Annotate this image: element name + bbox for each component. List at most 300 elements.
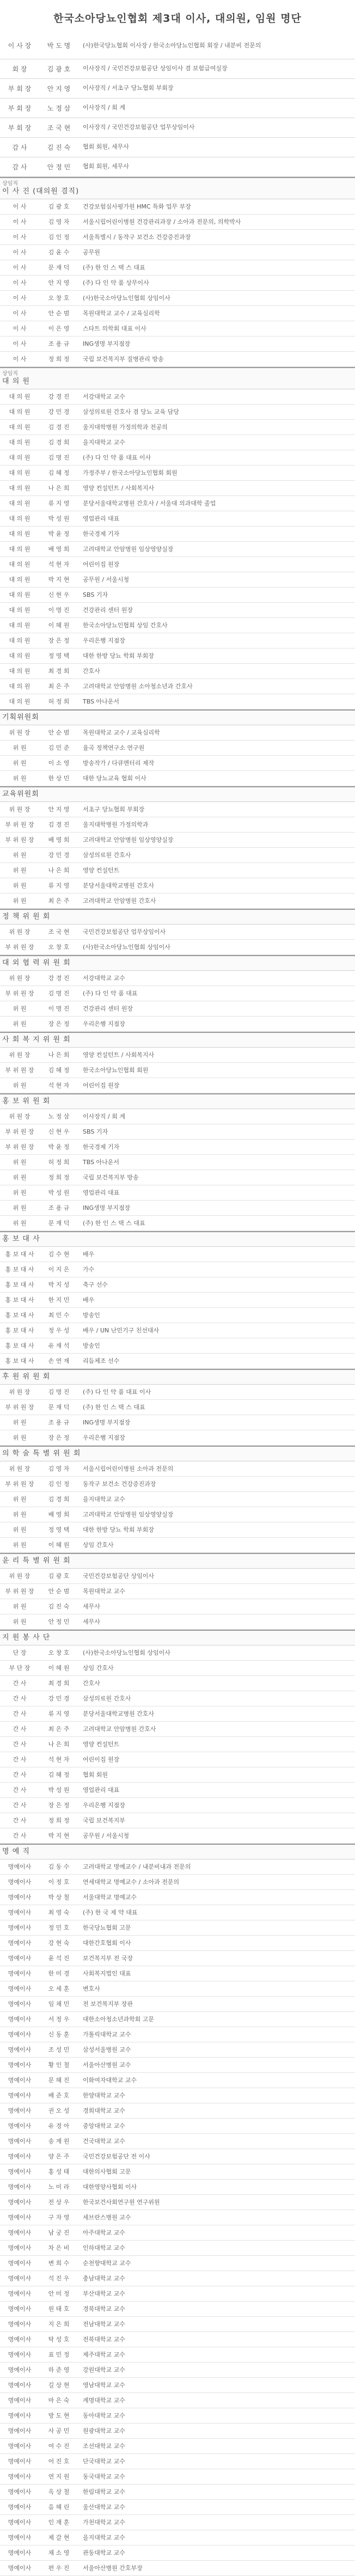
member-title: 명예이사 xyxy=(8,2229,32,2236)
member-row xyxy=(0,352,355,367)
member-affiliation: 분당서울대학교병원 간호사 xyxy=(83,1710,155,1717)
member-affiliation: 건강관리 센터 원장 xyxy=(83,1005,133,1012)
member-name: 유 재 석 xyxy=(48,1342,70,1349)
member-title: 간 사 xyxy=(13,1726,27,1733)
member-row xyxy=(0,1722,355,1737)
member-name: 여 수 진 xyxy=(48,2443,70,2450)
member-title: 명예이사 xyxy=(8,2321,32,2328)
section-title: 교육위원회 xyxy=(2,790,39,798)
member-row xyxy=(0,725,355,741)
member-name: 조 용 규 xyxy=(48,1419,70,1426)
member-row xyxy=(0,694,355,709)
member-title: 이 사 xyxy=(13,234,27,241)
member-name: 강 민 경 xyxy=(48,1695,70,1702)
member-name: 김 경 희 xyxy=(48,1496,70,1503)
member-title: 대 의 원 xyxy=(9,591,30,598)
member-name: 하 준 영 xyxy=(48,2366,70,2373)
member-row xyxy=(0,2012,355,2027)
member-row xyxy=(0,940,355,955)
section-title: 이 사 진 (대의원 겸직) xyxy=(2,187,79,195)
member-title: 대 의 원 xyxy=(9,698,30,705)
member-row xyxy=(0,1507,355,1522)
section xyxy=(0,955,355,1032)
leadership-row xyxy=(0,33,355,59)
member-affiliation: 서울특별시 / 동작구 보건소 건강증진과장 xyxy=(83,234,191,241)
member-row xyxy=(0,2042,355,2058)
member-title: 대 의 원 xyxy=(9,576,30,583)
member-title: 명예이사 xyxy=(8,2244,32,2251)
member-title: 위 원 xyxy=(13,1005,27,1012)
member-affiliation: 단국대학교 교수 xyxy=(83,2458,125,2465)
member-title: 부 위 원 장 xyxy=(5,1404,34,1411)
member-affiliation: 삼성의료원 간호사 xyxy=(83,1695,131,1702)
member-title: 위 원 장 xyxy=(9,975,30,982)
member-row xyxy=(0,572,355,588)
member-row xyxy=(0,771,355,786)
section-title: 홍 보 위 원 회 xyxy=(2,1097,51,1105)
member-row xyxy=(0,557,355,572)
member-name: 조 용 규 xyxy=(48,340,70,347)
member-row xyxy=(0,1048,355,1063)
member-title: 위 원 xyxy=(13,1541,27,1549)
member-name: 허 정 희 xyxy=(48,1159,70,1166)
member-row xyxy=(0,1155,355,1170)
member-name: 이 명 진 xyxy=(48,607,70,614)
member-affiliation: 한국경제 기자 xyxy=(83,530,120,537)
member-affiliation: 전남대학교 교수 xyxy=(83,2321,125,2328)
member-affiliation: 충남대학교 교수 xyxy=(83,2275,125,2282)
member-affiliation: (주) 한 국 제 약 대표 xyxy=(83,1909,138,1916)
member-row xyxy=(0,2515,355,2530)
member-affiliation: 협회 회원 xyxy=(83,1771,108,1778)
member-row xyxy=(0,1293,355,1308)
member-row xyxy=(0,1737,355,1752)
member-title: 홍 보 대 사 xyxy=(5,1266,34,1273)
leadership-affiliation: 협회 회원, 세무사 xyxy=(78,137,355,157)
member-affiliation: 공무원 xyxy=(83,249,100,256)
member-name: 음 혜 린 xyxy=(48,2504,70,2511)
member-title: 부 위 원 장 xyxy=(5,1143,34,1151)
member-name: 김 광 호 xyxy=(48,203,70,210)
member-title: 부 위 원 장 xyxy=(5,1588,34,1595)
member-name: 김 진 숙 xyxy=(48,1603,70,1610)
member-affiliation: 원광대학교 교수 xyxy=(83,2427,125,2434)
member-name: 이 명 진 xyxy=(48,1005,70,1012)
member-name: 김 윤 수 xyxy=(48,249,70,256)
member-affiliation: 건국대학교 교수 xyxy=(83,2138,125,2145)
member-title: 대 의 원 xyxy=(9,668,30,675)
member-affiliation: 제주대학교 교수 xyxy=(83,2351,125,2358)
member-affiliation: 국립 보건복지부 질병관리 방송 xyxy=(83,356,164,363)
member-row xyxy=(0,291,355,306)
member-row xyxy=(0,1981,355,1997)
member-affiliation: 아주대학교 교수 xyxy=(83,2229,125,2236)
member-name: 안 지 영 xyxy=(48,806,70,813)
leadership-affiliation: 이사장직 / 회 계 xyxy=(78,98,355,118)
member-affiliation: 배우 xyxy=(83,1296,95,1304)
member-affiliation: 이사장직 / 회 계 xyxy=(83,1113,125,1120)
member-affiliation: 부산대학교 교수 xyxy=(83,2290,125,2297)
member-name: 박 윤 정 xyxy=(48,1143,70,1151)
member-row xyxy=(0,1783,355,1798)
member-name: 손 연 재 xyxy=(48,1357,70,1365)
member-title: 간 사 xyxy=(13,1741,27,1748)
member-affiliation: 서울아산병원 교수 xyxy=(83,2061,131,2069)
member-affiliation: 보건복지부 전 국장 xyxy=(83,1955,133,1962)
member-title: 홍 보 대 사 xyxy=(5,1312,34,1319)
member-affiliation: 서울대학교 명예교수 xyxy=(83,1894,137,1901)
member-title: 대 의 원 xyxy=(9,652,30,659)
leadership-row xyxy=(0,137,355,157)
member-row xyxy=(0,2408,355,2424)
document-title: 한국소아당뇨인협회 제3대 이사, 대의원, 임원 명단 xyxy=(53,13,302,25)
member-affiliation: 영업관리 대표 xyxy=(83,1189,120,1196)
member-affiliation: SBS 기자 xyxy=(83,1128,108,1135)
member-name: 한 미 경 xyxy=(48,1970,70,1977)
leadership-title: 부 회 장 xyxy=(0,78,39,98)
member-affiliation: (사)한국소아당뇨인협회 상임이사 xyxy=(83,944,170,951)
member-title: 명예이사 xyxy=(8,2473,32,2480)
section xyxy=(0,177,355,367)
member-affiliation: 을지대학교 교수 xyxy=(83,439,125,446)
member-title: 위 원 xyxy=(13,744,27,751)
leadership-title: 부 회 장 xyxy=(0,98,39,118)
member-name: 이 소 영 xyxy=(48,760,70,767)
member-row xyxy=(0,618,355,633)
section xyxy=(0,786,355,909)
member-row xyxy=(0,1477,355,1492)
member-row xyxy=(0,1859,355,1875)
member-name: 김 혜 정 xyxy=(48,1067,70,1074)
member-row xyxy=(0,1813,355,1828)
member-title: 명예이사 xyxy=(8,1970,32,1977)
member-row xyxy=(0,1522,355,1538)
member-name: 배 영 희 xyxy=(48,836,70,843)
member-title: 명예이사 xyxy=(8,1924,32,1931)
member-name: 박 지 현 xyxy=(48,1832,70,1839)
member-row xyxy=(0,2027,355,2042)
member-name: 석 현 자 xyxy=(48,561,70,568)
section-title: 의 학 술 특 별 위 원 회 xyxy=(2,1449,81,1458)
member-title: 명예이사 xyxy=(8,1909,32,1916)
member-affiliation: 이화여자대학교 교수 xyxy=(83,2077,137,2084)
member-title: 대 의 원 xyxy=(9,408,30,415)
member-name: 석 현 자 xyxy=(48,1082,70,1089)
member-name: 변 희 수 xyxy=(48,2260,70,2267)
member-name: 오 세 훈 xyxy=(48,1985,70,1992)
member-title: 위 원 xyxy=(13,1082,27,1089)
section xyxy=(0,1446,355,1553)
member-name: 원 태 호 xyxy=(48,2305,70,2312)
member-title: 이 사 xyxy=(13,310,27,317)
section-header xyxy=(0,1446,355,1461)
member-affiliation: 국민건강보험공단 업무상임이사 xyxy=(83,928,166,935)
member-name: 최 은 주 xyxy=(48,1726,70,1733)
section-header xyxy=(0,709,355,725)
member-row xyxy=(0,336,355,352)
member-row xyxy=(0,1017,355,1032)
member-row xyxy=(0,1951,355,1966)
member-name: 정 희 정 xyxy=(48,356,70,363)
member-title: 명예이사 xyxy=(8,2092,32,2099)
member-affiliation: 고려대학교 안암병원 간호사 xyxy=(83,1726,156,1733)
member-row xyxy=(0,1614,355,1630)
member-name: 이 은 영 xyxy=(48,325,70,332)
member-name: 제 갈 현 xyxy=(48,2534,70,2541)
member-title: 명예이사 xyxy=(8,2488,32,2495)
member-row xyxy=(0,1430,355,1446)
member-row xyxy=(0,1063,355,1078)
member-title: 위 원 장 xyxy=(9,928,30,935)
member-name: 정 희 정 xyxy=(48,1817,70,1824)
member-title: 간 사 xyxy=(13,1695,27,1702)
member-row xyxy=(0,1538,355,1553)
member-affiliation: 가톨릭대학교 교수 xyxy=(83,2031,131,2038)
member-title: 대 의 원 xyxy=(9,622,30,629)
member-row xyxy=(0,802,355,817)
member-title: 명예이사 xyxy=(8,2443,32,2450)
member-affiliation: 율곡 정책연구소 연구원 xyxy=(83,744,145,751)
member-name: 배 영 희 xyxy=(48,1511,70,1518)
member-name: 류 지 영 xyxy=(48,500,70,507)
member-row xyxy=(0,1170,355,1185)
member-row xyxy=(0,878,355,894)
leadership-name: 김 광 호 xyxy=(39,59,78,78)
member-name: 나 은 희 xyxy=(48,1741,70,1748)
section-title: 대 의 원 xyxy=(2,377,30,386)
member-row xyxy=(0,1905,355,1920)
member-row xyxy=(0,306,355,321)
member-name: 김 영 자 xyxy=(48,218,70,225)
member-title: 이 사 xyxy=(13,279,27,286)
member-affiliation: 한국경제 기자 xyxy=(83,1143,120,1151)
member-name: 임 채 민 xyxy=(48,2000,70,2008)
section-subtitle: 상임직 xyxy=(2,370,18,377)
member-title: 위 원 장 xyxy=(9,1572,30,1580)
member-name: 김 광 호 xyxy=(48,1572,70,1580)
member-title: 위 원 xyxy=(13,1204,27,1211)
member-name: 인 재 훈 xyxy=(48,2519,70,2526)
member-name: 최 경 희 xyxy=(48,668,70,675)
member-row xyxy=(0,648,355,664)
member-row xyxy=(0,2134,355,2149)
member-name: 박 상 철 xyxy=(48,1894,70,1901)
member-row xyxy=(0,2103,355,2119)
member-name: 김 명 진 xyxy=(48,454,70,461)
member-affiliation: 건강관리 센터 원장 xyxy=(83,607,133,614)
leadership-title: 회 장 xyxy=(0,59,39,78)
section xyxy=(0,1231,355,1369)
member-row xyxy=(0,894,355,909)
member-name: 김 경 진 xyxy=(48,424,70,431)
member-title: 부 위 원 장 xyxy=(5,821,34,828)
member-affiliation: 한림대학교 교수 xyxy=(83,2488,125,2495)
member-title: 명예이사 xyxy=(8,1894,32,1901)
member-name: 강 현 숙 xyxy=(48,1939,70,1947)
section-title: 홍 보 대 사 xyxy=(2,1234,40,1243)
member-row xyxy=(0,2393,355,2408)
member-row xyxy=(0,1584,355,1599)
member-affiliation: 고려대학교 안암병원 임상영양실장 xyxy=(83,546,174,553)
member-row xyxy=(0,496,355,511)
member-title: 위 원 xyxy=(13,1434,27,1441)
member-affiliation: 경희대학교 교수 xyxy=(83,2107,125,2114)
member-row xyxy=(0,2241,355,2256)
member-name: 양 은 주 xyxy=(48,2153,70,2160)
member-title: 명예이사 xyxy=(8,2427,32,2434)
member-name: 노 미 라 xyxy=(48,2183,70,2190)
member-title: 명예이사 xyxy=(8,1939,32,1947)
member-title: 이 사 xyxy=(13,203,27,210)
leadership-title: 감 사 xyxy=(0,137,39,157)
section-header xyxy=(0,1032,355,1048)
member-title: 위 원 장 xyxy=(9,729,30,736)
member-affiliation: 영업관리 대표 xyxy=(83,515,120,522)
section-header xyxy=(0,1630,355,1645)
member-affiliation: 간호사 xyxy=(83,668,100,675)
member-affiliation: 고려대학교 안암병원 간호사 xyxy=(83,897,156,904)
member-name: 노 정 삼 xyxy=(48,1113,70,1120)
member-title: 명예이사 xyxy=(8,2565,32,2572)
member-title: 명예이사 xyxy=(8,2275,32,2282)
member-title: 명예이사 xyxy=(8,2214,32,2221)
member-row xyxy=(0,1752,355,1767)
member-title: 명예이사 xyxy=(8,2122,32,2130)
member-title: 명예이사 xyxy=(8,1863,32,1870)
member-name: 김 인 정 xyxy=(48,234,70,241)
member-name: 장 은 정 xyxy=(48,1434,70,1441)
member-row xyxy=(0,542,355,557)
member-name: 박 윤 정 xyxy=(48,530,70,537)
member-name: 나 은 희 xyxy=(48,867,70,874)
member-row xyxy=(0,2180,355,2195)
member-title: 위 원 xyxy=(13,1174,27,1181)
member-title: 간 사 xyxy=(13,1771,27,1778)
member-row xyxy=(0,2286,355,2302)
member-row xyxy=(0,2073,355,2088)
member-title: 명예이사 xyxy=(8,2534,32,2541)
member-name: 신 현 우 xyxy=(48,1128,70,1135)
member-affiliation: 우리은행 지점장 xyxy=(83,1434,125,1441)
member-title: 위 원 xyxy=(13,882,27,889)
member-affiliation: 한국소아당뇨인협회 상임 간호사 xyxy=(83,622,168,629)
section-title: 기획위원회 xyxy=(2,713,39,721)
member-title: 명예이사 xyxy=(8,1985,32,1992)
member-title: 대 의 원 xyxy=(9,500,30,507)
member-name: 박 지 현 xyxy=(48,576,70,583)
member-row xyxy=(0,481,355,496)
member-name: 김 혜 정 xyxy=(48,469,70,476)
member-title: 명예이사 xyxy=(8,2351,32,2358)
member-name: 구 자 영 xyxy=(48,2214,70,2221)
member-name: 장 은 정 xyxy=(48,1020,70,1027)
member-name: 표 민 정 xyxy=(48,2351,70,2358)
member-title: 명예이사 xyxy=(8,2549,32,2556)
member-name: 탁 성 호 xyxy=(48,2336,70,2343)
member-row xyxy=(0,2439,355,2454)
member-name: 배 준 호 xyxy=(48,2092,70,2099)
member-row xyxy=(0,986,355,1001)
member-affiliation: 목원대학교 교수 / 교육심리학 xyxy=(83,310,160,317)
member-title: 대 의 원 xyxy=(9,439,30,446)
section-title: 사 회 복 지 위 원 회 xyxy=(2,1035,71,1044)
member-affiliation: 서강대학교 교수 xyxy=(83,975,125,982)
member-row xyxy=(0,2225,355,2241)
member-title: 부 위 원 장 xyxy=(5,1067,34,1074)
member-row xyxy=(0,2164,355,2180)
leadership-title: 이 사 장 xyxy=(0,33,39,59)
member-affiliation: 을지대학교 교수 xyxy=(83,1496,125,1503)
member-affiliation: 대한의사협회 고문 xyxy=(83,2168,131,2175)
member-title: 부 위 원 장 xyxy=(5,836,34,843)
member-name: 마 은 숙 xyxy=(48,2397,70,2404)
section-header xyxy=(0,177,355,199)
section-subtitle: 상임직 xyxy=(2,180,18,187)
member-row xyxy=(0,679,355,694)
member-name: 조 용 규 xyxy=(48,1204,70,1211)
member-row xyxy=(0,2485,355,2500)
member-row xyxy=(0,2546,355,2561)
member-title: 부 위 원 장 xyxy=(5,1128,34,1135)
member-row xyxy=(0,1492,355,1507)
member-affiliation: 분당서울대학교병원 간호사 / 서울대 의과대학 졸업 xyxy=(83,500,216,507)
member-title: 명예이사 xyxy=(8,2061,32,2069)
member-row xyxy=(0,2302,355,2317)
member-affiliation: 을지대학교 교수 xyxy=(83,2534,125,2541)
member-affiliation: 세브란스병원 교수 xyxy=(83,2214,131,2221)
section-header xyxy=(0,786,355,802)
member-name: 전 상 우 xyxy=(48,2199,70,2206)
member-title: 이 사 xyxy=(13,356,27,363)
member-title: 홍 보 대 사 xyxy=(5,1296,34,1304)
member-name: 안 순 범 xyxy=(48,729,70,736)
member-title: 홍 보 대 사 xyxy=(5,1327,34,1334)
member-affiliation: (주) 다 인 약 품 상무이사 xyxy=(83,279,149,286)
member-affiliation: 분당서울대학교병원 간호사 xyxy=(83,882,155,889)
member-affiliation: (주) 다 인 약 품 대표 xyxy=(83,990,138,997)
member-row xyxy=(0,1001,355,1017)
member-affiliation: 동작구 보건소 건강증진과장 xyxy=(83,1480,156,1488)
member-row xyxy=(0,2363,355,2378)
member-row xyxy=(0,1890,355,1905)
member-name: 박 성 원 xyxy=(48,1786,70,1794)
member-row xyxy=(0,1323,355,1338)
member-affiliation: 대한소아청소년과학회 고문 xyxy=(83,2016,155,2023)
section-header xyxy=(0,367,355,389)
member-affiliation: 간호사 xyxy=(83,1680,100,1687)
member-affiliation: 공무원 / 서울시청 xyxy=(83,1832,130,1839)
member-title: 위 원 xyxy=(13,1603,27,1610)
member-row xyxy=(0,1124,355,1140)
member-affiliation: 조선대학교 교수 xyxy=(83,2443,125,2450)
member-affiliation: 한국당뇨협회 고문 xyxy=(83,1924,131,1931)
member-title: 대 의 원 xyxy=(9,546,30,553)
member-affiliation: 우리은행 지점장 xyxy=(83,637,125,644)
member-name: 방 도 현 xyxy=(48,2412,70,2419)
section-header xyxy=(0,1369,355,1385)
member-row xyxy=(0,1216,355,1231)
member-name: 김 혜 정 xyxy=(48,1771,70,1778)
sections-container xyxy=(0,177,355,2576)
member-title: 명예이사 xyxy=(8,2168,32,2175)
member-affiliation: ING생명 부지점장 xyxy=(83,340,131,347)
leadership-name: 안 정 민 xyxy=(39,157,78,176)
member-row xyxy=(0,511,355,527)
member-title: 이 사 xyxy=(13,218,27,225)
member-title: 위 원 xyxy=(13,1511,27,1518)
member-affiliation: 영양 컨설턴트 xyxy=(83,1741,120,1748)
member-row xyxy=(0,1966,355,1981)
